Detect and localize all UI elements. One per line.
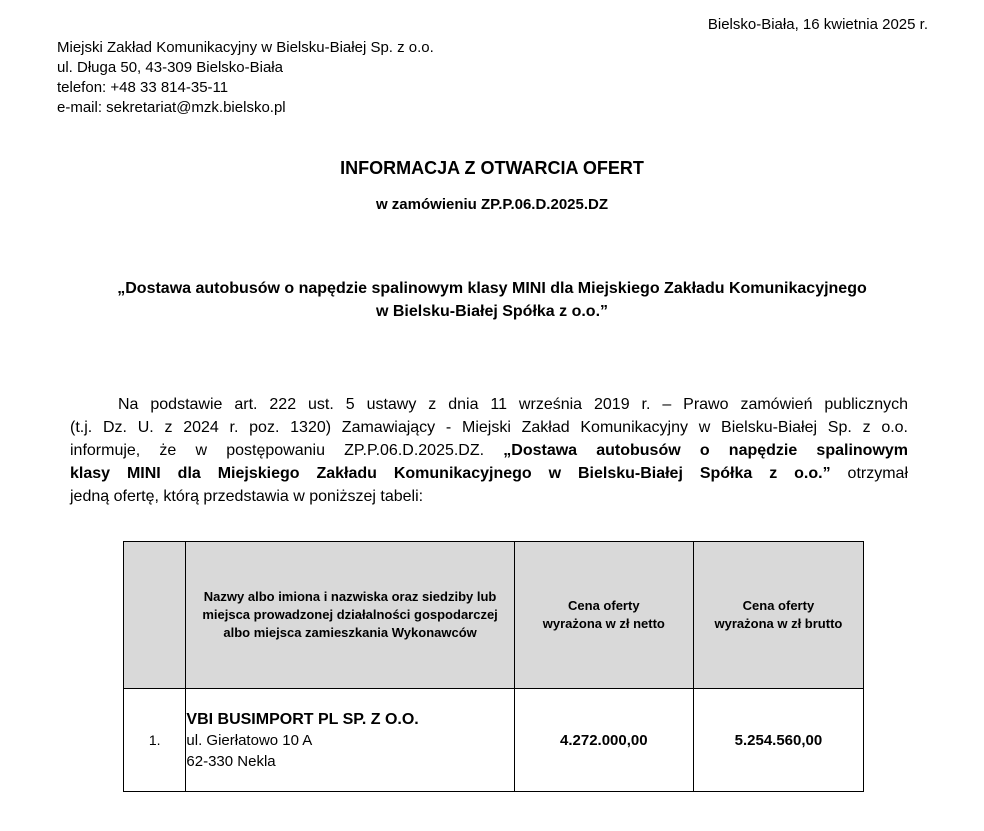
body-line-5: jedną ofertę, którą przedstawia w poniższej tabeli: [70, 488, 424, 505]
net-price-value: 4.272.000,00 [560, 731, 648, 749]
header-vendor [186, 542, 514, 689]
body-paragraph [70, 393, 908, 508]
vendor-street: ul. Gierłatowo 10 A [186, 731, 313, 749]
body-line-3 [70, 439, 908, 462]
header-net-price-text: Cena oferty wyrażona w zł netto [542, 598, 665, 631]
sender-phone: telefon: +48 33 814-35-11 [57, 79, 229, 96]
offers-table-header-row [124, 542, 864, 689]
sender-address [57, 38, 434, 118]
table-row [124, 689, 864, 792]
row-vendor [186, 689, 514, 792]
header-gross-price-text: Cena oferty wyrażona w zł brutto [714, 598, 843, 631]
vendor-name: VBI BUSIMPORT PL SP. Z O.O. [186, 710, 419, 728]
body-line-2: (t.j. Dz. U. z 2024 r. poz. 1320) Zamawiający - Miejski Zakład Komunikacyjny w Bielsku-Białej Sp. z o.o. [70, 419, 908, 436]
body-line-4 [70, 462, 908, 485]
row-gross-price [693, 689, 863, 792]
subject-line-2: w Bielsku-Białej Spółka z o.o.” [375, 303, 609, 320]
gross-price-value: 5.254.560,00 [734, 731, 823, 749]
offers-table [123, 541, 864, 792]
procurement-subject [0, 277, 984, 323]
header-lp [124, 542, 186, 689]
header-vendor-text: Nazwy albo imiona i nazwiska oraz siedziby lub miejsca prowadzonej działalności gospodarczej albo miejsca zamieszkania Wykonawców [202, 589, 498, 640]
body-line-4-bold: klasy MINI dla Miejskiego Zakładu Komunikacyjnego w Bielsku-Białej Spółka z o.o.” [70, 465, 831, 482]
body-line-3-plain: informuje, że w postępowaniu ZP.P.06.D.2025.DZ. [70, 442, 504, 459]
sender-email: e-mail: sekretariat@mzk.bielsko.pl [57, 99, 286, 116]
header-net-price [514, 542, 693, 689]
vendor-city: 62-330 Nekla [186, 752, 276, 770]
document-subtitle: w zamówieniu ZP.P.06.D.2025.DZ [375, 196, 609, 213]
document-date: Bielsko-Biała, 16 kwietnia 2025 r. [707, 16, 928, 33]
subject-line-1: „Dostawa autobusów o napędzie spalinowym klasy MINI dla Miejskiego Zakładu Komunikacyjnego [117, 280, 867, 297]
body-line-4-plain: otrzymał [830, 465, 908, 482]
row-net-price [514, 689, 693, 792]
document-title: INFORMACJA Z OTWARCIA OFERT [340, 158, 644, 178]
body-line-1: Na podstawie art. 222 ust. 5 ustawy z dnia 11 września 2019 r. – Prawo zamówień publicznych [118, 396, 908, 413]
header-gross-price [693, 542, 863, 689]
sender-company: Miejski Zakład Komunikacyjny w Bielsku-Białej Sp. z o.o. [57, 39, 434, 56]
sender-street: ul. Długa 50, 43-309 Bielsko-Biała [57, 59, 283, 76]
body-line-3-bold: „Dostawa autobusów o napędzie spalinowym [503, 442, 909, 459]
row-lp: 1. [124, 689, 186, 792]
